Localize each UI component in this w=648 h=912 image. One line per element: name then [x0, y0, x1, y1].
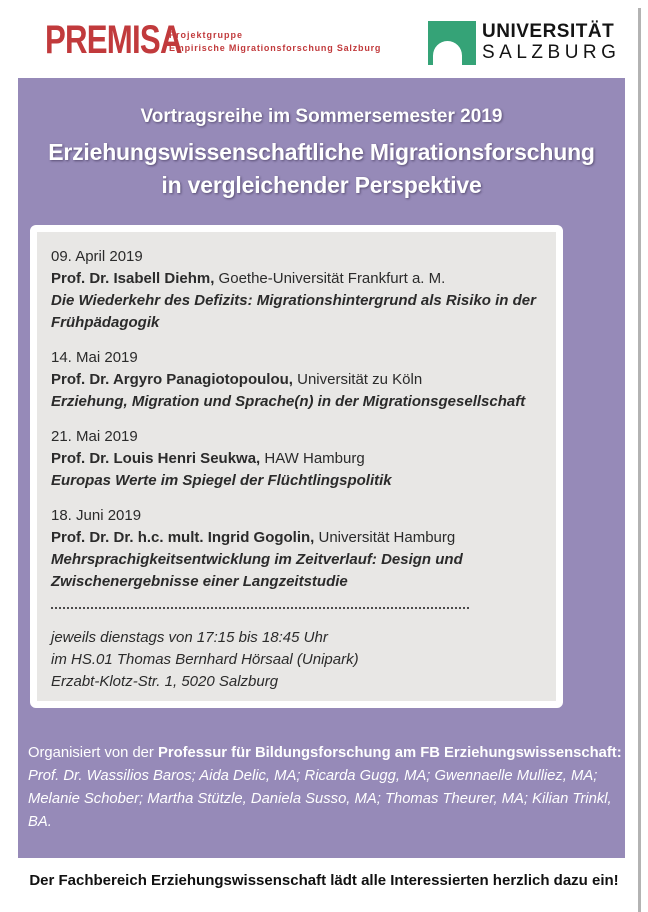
poster-body: [18, 78, 625, 858]
organizer-prefix: Organisiert von der: [28, 745, 158, 761]
university-salzburg-logo: [428, 21, 620, 65]
lecture-speaker: Prof. Dr. Argyro Panagiotopoulou,: [51, 371, 293, 388]
lecture-speaker: Prof. Dr. Dr. h.c. mult. Ingrid Gogolin,: [51, 529, 315, 546]
main-title: [18, 136, 625, 202]
lecture-entry: [51, 246, 542, 334]
schedule-time: jeweils dienstags von 17:15 bis 18:45 Uhr: [51, 629, 328, 646]
lecture-date: 14. Mai 2019: [51, 349, 138, 366]
university-logo-text: [482, 21, 620, 64]
lecture-affiliation: HAW Hamburg: [260, 450, 365, 467]
premisa-logo: [45, 18, 382, 62]
university-name-line1: UNIVERSITÄT: [482, 21, 615, 42]
main-title-line1: Erziehungswissenschaftliche Migrationsforschung: [48, 139, 595, 165]
page-edge-line: [638, 8, 641, 912]
lecture-affiliation: Goethe-Universität Frankfurt a. M.: [214, 270, 446, 287]
lecture-speaker: Prof. Dr. Louis Henri Seukwa,: [51, 450, 261, 467]
premisa-subtitle-line2: Empirische Migrationsforschung Salzburg: [169, 43, 382, 53]
university-gate-icon: [428, 21, 476, 65]
series-title: Vortragsreihe im Sommersemester 2019: [140, 106, 503, 127]
lecture-title: Die Wiederkehr des Defizits: Migrationshintergrund als Risiko in der Frühpädagogik: [51, 292, 536, 331]
main-title-line2: in vergleichender Perspektive: [161, 172, 482, 198]
schedule-venue: im HS.01 Thomas Bernhard Hörsaal (Unipark): [51, 651, 359, 668]
lecture-title: Mehrsprachigkeitsentwicklung im Zeitverlauf: Design und Zwischenergebnisse einer Langzeitstudie: [51, 551, 463, 590]
footer-invitation: Der Fachbereich Erziehungswissenschaft lädt alle Interessierten herzlich dazu ein!: [29, 872, 619, 889]
lecture-entry: [51, 347, 542, 413]
lecture-date: 09. April 2019: [51, 248, 143, 265]
premisa-subtitle: [169, 29, 389, 55]
program-box: [30, 225, 563, 708]
lecture-date: 18. Juni 2019: [51, 507, 142, 524]
schedule-address: Erzabt-Klotz-Str. 1, 5020 Salzburg: [51, 673, 279, 690]
lecture-entry: [51, 505, 542, 593]
lecture-affiliation: Universität zu Köln: [292, 371, 423, 388]
lecture-speaker-line: [51, 369, 542, 391]
organizer-headline: [28, 742, 620, 765]
lecture-entry: [51, 426, 542, 492]
organizer-block: [28, 742, 620, 834]
lecture-title: Erziehung, Migration und Sprache(n) in der Migrationsgesellschaft: [51, 393, 526, 410]
lecture-title: Europas Werte im Spiegel der Flüchtlingspolitik: [51, 472, 392, 489]
organizer-names: Prof. Dr. Wassilios Baros; Aida Delic, MA; Ricarda Gugg, MA; Gwennaelle Mulliez, MA; Melanie Schober; Martha Stützle, Daniela Susso, MA; Thomas Theurer, MA; Kilian Trinkl, BA.: [28, 768, 612, 830]
schedule-info: [51, 627, 542, 693]
lecture-speaker-line: [51, 527, 542, 549]
premisa-subtitle-line1: Projektgruppe: [169, 30, 244, 40]
lecture-date: 21. Mai 2019: [51, 428, 138, 445]
organizer-chair: Professur für Bildungsforschung am FB Erziehungswissenschaft:: [157, 745, 622, 761]
lecture-speaker: Prof. Dr. Isabell Diehm,: [51, 270, 215, 287]
gate-arch-shape: [433, 41, 462, 65]
university-name-line2: SALZBURG: [482, 42, 621, 63]
lecture-speaker-line: [51, 448, 542, 470]
lecture-speaker-line: [51, 268, 542, 290]
divider-line: [51, 607, 469, 609]
premisa-wordmark: PREMISA: [45, 18, 182, 62]
lecture-affiliation: Universität Hamburg: [314, 529, 456, 546]
